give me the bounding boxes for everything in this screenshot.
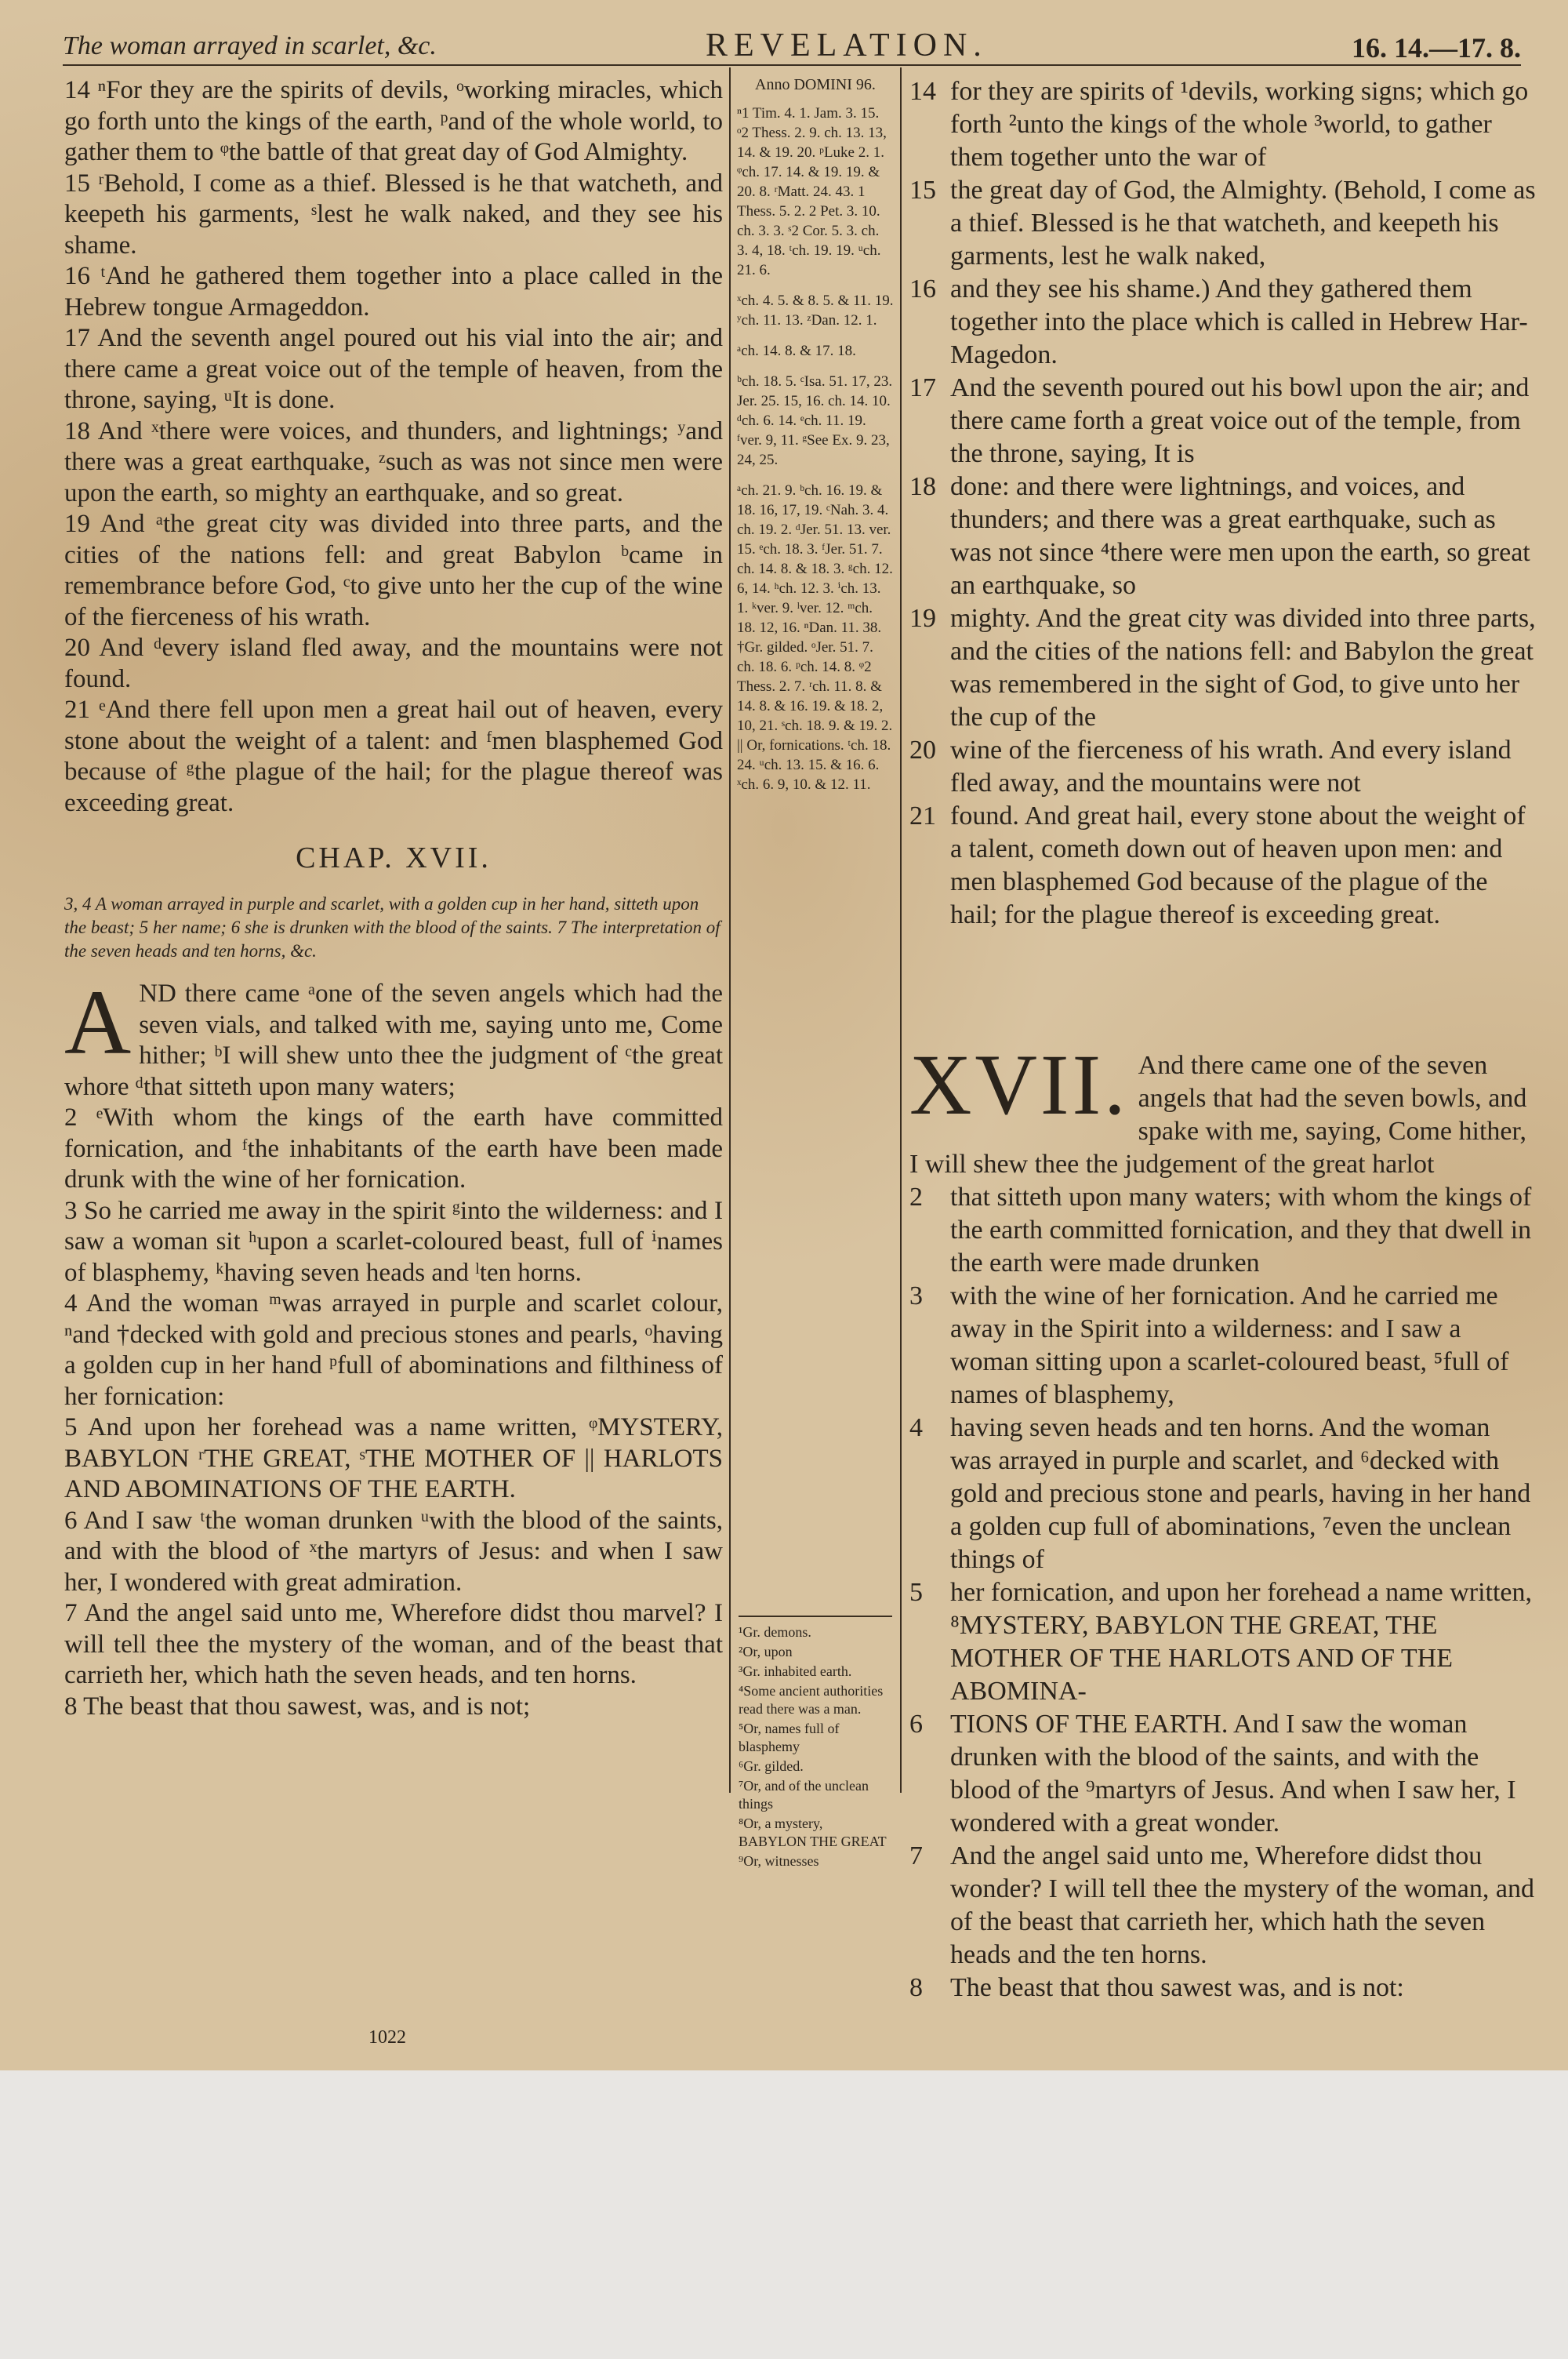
rv-chapter-number: XVII. (909, 1037, 1129, 1132)
rv-verse-number: 19 (909, 604, 936, 633)
rv-verse-number: 21 (909, 801, 936, 831)
rv-verse-text: for they are spirits of ¹devils, working signs; which go forth ²unto the kings of the whole ³world, to gather them together unto the war of (950, 77, 1529, 172)
rv-verse-text: wine of the fierceness of his wrath. And every island fled away, and the mountains were not (950, 736, 1512, 798)
marginal-references (737, 75, 894, 805)
rv-verse-text: TIONS OF THE EARTH. And I saw the woman drunken with the blood of the saints, and with the blood of the ⁹martyrs of Jesus. And when I saw her, I wondered with a great wonder. (950, 1710, 1516, 1837)
running-header (63, 24, 1521, 71)
footnote: ⁵Or, names full of blasphemy (739, 1721, 840, 1754)
background-below-page (0, 2070, 1568, 2359)
chapter-verse-3: 3 So he carried me away in the spirit ᵍinto the wilderness: and I saw a woman sit ʰupon a scarlet-coloured beast, full of ⁱnames of blasphemy, ᵏhaving seven heads and ˡten horns. (64, 1196, 723, 1287)
rv-chapter-start (909, 1037, 1537, 1181)
rv-verse-text: And the angel said unto me, Wherefore didst thou wonder? I will tell thee the mystery of the woman, and of the beast that carrieth her, which hath the seven heads and the ten horns. (950, 1841, 1534, 1969)
verse-21: 21 ᵉAnd there fell upon men a great hail out of heaven, every stone about the weight of a talent: and ᶠmen blasphemed God because of ᵍthe plague of the hail; for the plague thereof was exceeding great. (64, 696, 723, 817)
page-number: 1022 (368, 2027, 406, 2048)
footnote: ¹Gr. demons. (739, 1624, 811, 1640)
chapter-heading: CHAP. XVII. (296, 841, 492, 874)
rv-verse (909, 75, 1537, 174)
rv-verse-number: 3 (909, 1281, 923, 1310)
margin-refs-4: ᵇch. 18. 5. ᶜIsa. 51. 17, 23. Jer. 25. 15, 16. ch. 14. 10. ᵈch. 6. 14. ᵉch. 11. 19. ᶠver. 9, 11. ᵍSee Ex. 9. 23, 24, 25. (737, 373, 893, 468)
rv-verse (909, 273, 1537, 372)
rv-verse-number: 8 (909, 1973, 923, 2002)
rv-verse-text: found. And great hail, every stone about the weight of a talent, cometh down out of heaven upon men: and men blasphemed God because of the plague of the hail; for the plague thereof is exceeding great. (950, 801, 1526, 929)
rv-verse-number: 16 (909, 274, 936, 304)
rv-verse-text: having seven heads and ten horns. And the woman was arrayed in purple and scarlet, and ⁶decked with gold and precious stone and pearls, having in her hand a golden cup full of abominations, ⁷even the unclean things of (950, 1413, 1531, 1574)
rv-verse-text: and they see his shame.) And they gathered them together into the place which is called in Hebrew Har-Magedon. (950, 274, 1528, 369)
rv-verse-text: mighty. And the great city was divided into three parts, and the cities of the nations fell: and Babylon the great was remembered in the sight of God, to give unto her the cup of the (950, 604, 1536, 732)
header-right: 16. 14.—17. 8. (1352, 32, 1521, 64)
rv-verse-number: 4 (909, 1413, 923, 1442)
verse-17: 17 And the seventh angel poured out his vial into the air; and there came a great voice out of the temple of heaven, from the throne, saying, ᵘIt is done. (64, 324, 723, 414)
rv-verse-text: with the wine of her fornication. And he carried me away in the Spirit into a wilderness: and I saw a woman sitting upon a scarlet-coloured beast, ⁵full of names of blasphemy, (950, 1281, 1509, 1409)
chapter-verse-4: 4 And the woman ᵐwas arrayed in purple and scarlet colour, ⁿand †decked with gold and precious stones and pearls, ᵒhaving a golden cup in her hand ᵖfull of abominations and filthiness of her fornication: (64, 1289, 723, 1411)
section-gap (909, 932, 1537, 1049)
rv-verse (909, 602, 1537, 734)
margin-refs-2: ˣch. 4. 5. & 8. 5. & 11. 19. ʸch. 11. 13. ᶻDan. 12. 1. (737, 293, 894, 329)
rv-verse-number: 7 (909, 1841, 923, 1870)
anno-domini: Anno DOMINI 96. (755, 76, 876, 93)
drop-cap: A (64, 971, 132, 1074)
rv-verse-number: 14 (909, 77, 936, 106)
rv-verse-number: 5 (909, 1578, 923, 1607)
footnote: ³Gr. inhabited earth. (739, 1663, 852, 1679)
verse-18: 18 And ˣthere were voices, and thunders, and lightnings; ʸand there was a great earthquake, ᶻsuch as was not since men were upon the earth, so mighty an earthquake, and so great. (64, 416, 723, 507)
chapter-verse-2: 2 ᵉWith whom the kings of the earth have committed fornication, and ᶠthe inhabitants of the earth have been made drunk with the wine of her fornication. (64, 1103, 723, 1194)
chapter-summary: 3, 4 A woman arrayed in purple and scarlet, with a golden cup in her hand, sitteth upon the beast; 5 her name; 6 she is drunken with the blood of the saints. 7 The interpretation of the seven heads and ten horns, &c. (64, 894, 720, 961)
right-column (909, 75, 1537, 2005)
rv-verse (909, 734, 1537, 800)
footnote: ⁹Or, witnesses (739, 1853, 819, 1869)
footnote: ²Or, upon (739, 1644, 793, 1659)
rv-verse-text: that sitteth upon many waters; with whom the kings of the earth committed fornication, and they that dwell in the earth were made drunken (950, 1183, 1532, 1278)
margin-refs-5: ᵃch. 21. 9. ᵇch. 16. 19. & 18. 16, 17, 19. ᶜNah. 3. 4. ch. 19. 2. ᵈJer. 51. 13. ver. 15. ᵉch. 18. 3. ᶠJer. 51. 7. ch. 14. 8. & 18. 3. ᵍch. 12. 6, 14. ʰch. 12. 3. ⁱch. 13. 1. ᵏver. 9. ˡver. 12. ᵐch. 18. 12, 16. ⁿDan. 11. 38. †Gr. gilded. ᵒJer. 51. 7. ch. 18. 6. ᵖch. 14. 8. ᵠ2 Thess. 2. 7. ʳch. 11. 8. & 14. 8. & 16. 19. & 18. 2, 10, 21. ˢch. 18. 9. & 19. 2. || Or, fornications. ᵗch. 18. 24. ᵘch. 13. 15. & 16. 6. ˣch. 6. 9, 10. & 12. 11. (737, 482, 893, 793)
footnote: ⁶Gr. gilded. (739, 1758, 804, 1774)
rv-verse-text: The beast that thou sawest was, and is not: (950, 1973, 1404, 2002)
verse-16: 16 ᵗAnd he gathered them together into a place called in the Hebrew tongue Armageddon. (64, 262, 723, 322)
chapter-verse-7: 7 And the angel said unto me, Wherefore didst thou marvel? I will tell thee the mystery of the woman, and of the beast that carrieth her, which hath the seven heads, and ten horns. (64, 1599, 723, 1689)
rv-verse (909, 471, 1537, 602)
rv-verse-number: 17 (909, 373, 936, 402)
rv-verse (909, 1840, 1537, 1972)
rv-verse (909, 800, 1537, 932)
chapter-verse-8: 8 The beast that thou sawest, was, and is not; (64, 1692, 531, 1721)
rv-verse (909, 1412, 1537, 1576)
revised-notes (739, 1616, 892, 1872)
rv-verse (909, 372, 1537, 471)
rv-verse-text: done: and there were lightnings, and voices, and thunders; and there was a great earthquake, such as was not since ⁴there were men upon the earth, so great an earthquake, so (950, 472, 1530, 600)
rv-verse-text: the great day of God, the Almighty. (Behold, I come as a thief. Blessed is he that watcheth, and keepeth his garments, lest he walk naked, (950, 176, 1536, 271)
footnote: ⁸Or, a mystery, BABYLON THE GREAT (739, 1816, 887, 1849)
chapter-verse-6: 6 And I saw ᵗthe woman drunken ᵘwith the blood of the saints, and with the blood of ˣthe martyrs of Jesus: and when I saw her, I wondered with great admiration. (64, 1506, 723, 1597)
header-center: REVELATION. (706, 27, 988, 64)
margin-rule-right (900, 67, 902, 1793)
rv-verse-number: 2 (909, 1183, 923, 1212)
rv-verse-number: 6 (909, 1710, 923, 1739)
margin-rule-left (729, 67, 731, 1793)
verse-14: 14 ⁿFor they are the spirits of devils, ᵒworking miracles, which go forth unto the kings of the earth, ᵖand of the whole world, to gather them to ᵠthe battle of that great day of God Almighty. (64, 76, 723, 166)
rv-verse-number: 15 (909, 176, 936, 205)
rv-verse (909, 1576, 1537, 1708)
header-rule (63, 64, 1521, 66)
footnote: ⁴Some ancient authorities read there was a man. (739, 1683, 884, 1717)
margin-refs-3: ᵃch. 14. 8. & 17. 18. (737, 343, 856, 359)
verse-20: 20 And ᵈevery island fled away, and the mountains were not found. (64, 634, 723, 693)
rv-verse (909, 1708, 1537, 1840)
chapter-verse-1 (64, 971, 723, 1103)
rv-verse (909, 1181, 1537, 1280)
verse-1-text: ND there came ᵃone of the seven angels which had the seven vials, and talked with me, saying unto me, Come hither; ᵇI will shew unto thee the judgment of ᶜthe great whore ᵈthat sitteth upon many waters; (64, 980, 723, 1101)
rv-verse-text: her fornication, and upon her forehead a name written, ⁸MYSTERY, BABYLON THE GREAT, THE MOTHER OF THE HARLOTS AND OF THE ABOMINA- (950, 1578, 1533, 1706)
rv-verse-number: 18 (909, 472, 936, 501)
chapter-verse-5: 5 And upon her forehead was a name written, ᵠMYSTERY, BABYLON ʳTHE GREAT, ˢTHE MOTHER OF || HARLOTS AND ABOMINATIONS OF THE EARTH. (64, 1413, 723, 1503)
rv-verse (909, 174, 1537, 273)
rv-verse-number: 20 (909, 736, 936, 765)
left-column (64, 75, 723, 1722)
rv-verse (909, 1972, 1537, 2005)
rv-verse-text: And the seventh poured out his bowl upon the air; and there came forth a great voice out of the temple, from the throne, saying, It is (950, 373, 1530, 468)
rv-verse (909, 1280, 1537, 1412)
margin-refs-1: ⁿ1 Tim. 4. 1. Jam. 3. 15. ᵒ2 Thess. 2. 9. ch. 13. 13, 14. & 19. 20. ᵖLuke 2. 1. ᵠch. 17. 14. & 19. 19. & 20. 8. ʳMatt. 24. 43. 1 Thess. 5. 2. 2 Pet. 3. 10. ch. 3. 3. ˢ2 Cor. 5. 3. ch. 3. 4, 18. ᵗch. 19. 19. ᵘch. 21. 6. (737, 105, 887, 278)
rv-verse-text: And there came one of the seven angels that had the seven bowls, and spake with me, saying, Come hither, I will shew thee the judgement of the great harlot (909, 1051, 1527, 1179)
header-left: The woman arrayed in scarlet, &c. (63, 31, 437, 60)
verse-15: 15 ʳBehold, I come as a thief. Blessed is he that watcheth, and keepeth his garments, ˢlest he walk naked, and they see his shame. (64, 169, 723, 260)
verse-19: 19 And ᵃthe great city was divided into three parts, and the cities of the nations fell: and great Babylon ᵇcame in remembrance before God, ᶜto give unto her the cup of the wine of the fierceness of his wrath. (64, 510, 723, 631)
footnote: ⁷Or, and of the unclean things (739, 1778, 869, 1812)
